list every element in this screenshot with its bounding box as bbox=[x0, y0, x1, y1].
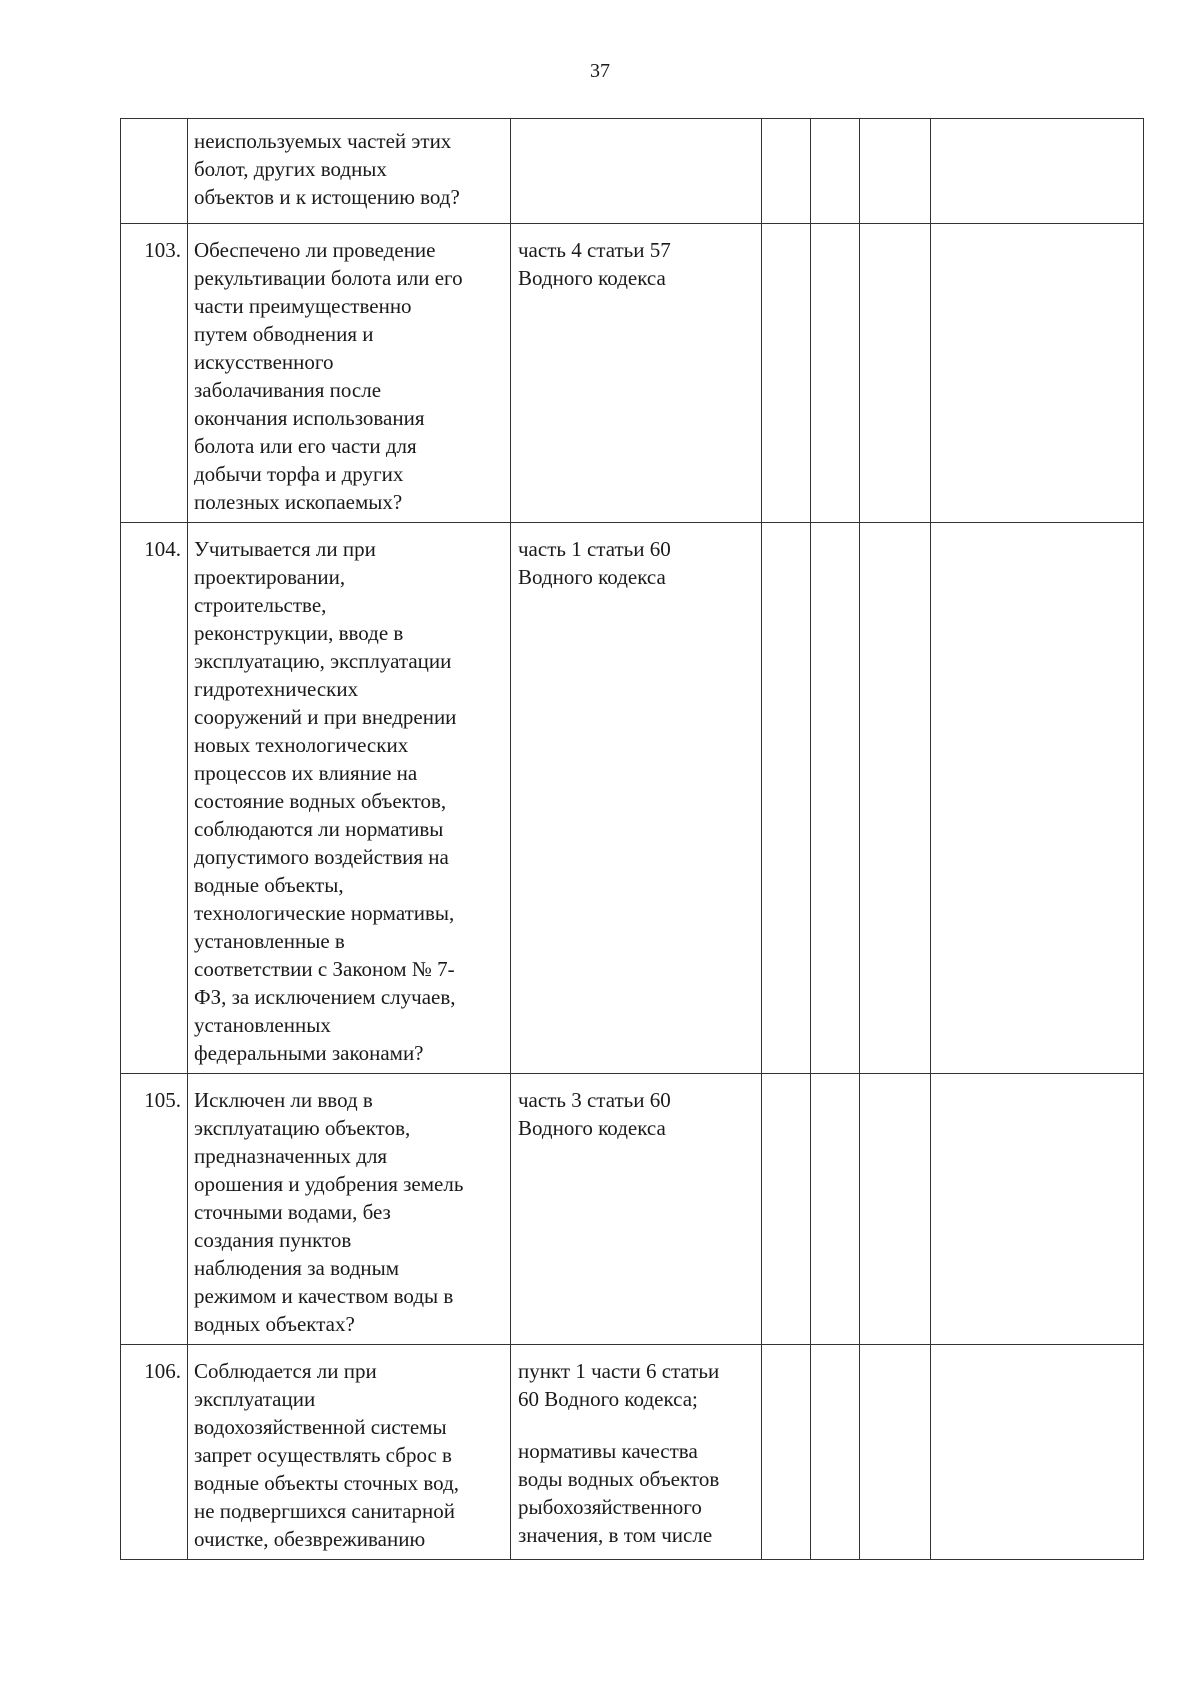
table-row bbox=[121, 1345, 1144, 1560]
table-row bbox=[121, 523, 1144, 1074]
question-cell bbox=[188, 1074, 511, 1345]
question-cell bbox=[188, 224, 511, 523]
question-cell bbox=[188, 1345, 511, 1560]
checklist-table bbox=[120, 118, 1144, 1560]
legal-reference-cell bbox=[511, 1345, 762, 1560]
row-number-cell bbox=[121, 1074, 188, 1345]
question-text: неиспользуемых частей этих болот, других водных объектов и к истощению вод? bbox=[194, 129, 460, 209]
answer-cell-yes bbox=[762, 523, 811, 1074]
legal-reference: часть 1 статьи 60 Водного кодекса bbox=[518, 537, 671, 589]
question-text: Соблюдается ли при эксплуатации водохозяйственной системы запрет осуществлять сброс в водные объекты сточных вод, не подвергшихся санитарной очистке, обезвреживанию bbox=[194, 1359, 460, 1551]
legal-reference: пункт 1 части 6 статьи 60 Водного кодекса; bbox=[518, 1359, 720, 1411]
row-number-cell bbox=[121, 523, 188, 1074]
note-cell bbox=[931, 523, 1144, 1074]
table-row bbox=[121, 119, 1144, 224]
legal-reference: часть 4 статьи 57 Водного кодекса bbox=[518, 238, 671, 290]
answer-cell-no bbox=[811, 119, 860, 224]
answer-cell-na bbox=[860, 523, 931, 1074]
legal-reference-cell bbox=[511, 1074, 762, 1345]
note-cell bbox=[931, 1345, 1144, 1560]
answer-cell-na bbox=[860, 1074, 931, 1345]
row-number: 104. bbox=[144, 537, 181, 561]
note-cell bbox=[931, 224, 1144, 523]
answer-cell-no bbox=[811, 523, 860, 1074]
answer-cell-no bbox=[811, 1345, 860, 1560]
answer-cell-yes bbox=[762, 119, 811, 224]
answer-cell-no bbox=[811, 224, 860, 523]
answer-cell-na bbox=[860, 119, 931, 224]
row-number: 103. bbox=[144, 238, 181, 262]
table-row bbox=[121, 224, 1144, 523]
answer-cell-no bbox=[811, 1074, 860, 1345]
table-row bbox=[121, 1074, 1144, 1345]
question-cell bbox=[188, 523, 511, 1074]
answer-cell-yes bbox=[762, 224, 811, 523]
row-number bbox=[121, 119, 187, 131]
legal-reference-cell bbox=[511, 523, 762, 1074]
page-number: 37 bbox=[590, 60, 610, 82]
answer-cell-yes bbox=[762, 1074, 811, 1345]
row-number: 106. bbox=[144, 1359, 181, 1383]
answer-cell-na bbox=[860, 1345, 931, 1560]
legal-reference-cell bbox=[511, 119, 762, 224]
answer-cell-na bbox=[860, 224, 931, 523]
row-number-cell bbox=[121, 1345, 188, 1560]
answer-cell-yes bbox=[762, 1345, 811, 1560]
row-number-cell bbox=[121, 119, 188, 224]
question-text: Учитывается ли при проектировании, строительстве, реконструкции, вводе в эксплуатацию, эксплуатации гидротехнических сооружений и при внедрении новых технологических процессов их влияние на состояние водных объектов, соблюдаются ли нормативы допустимого воздействия на водные объекты, технологические нормативы, установленные в соответствии с Законом № 7- ФЗ, за исключением случаев, установленных федеральными законами? bbox=[194, 537, 457, 1065]
note-cell bbox=[931, 1074, 1144, 1345]
question-cell bbox=[188, 119, 511, 224]
legal-reference-secondary: нормативы качества воды водных объектов рыбохозяйственного значения, в том числе bbox=[518, 1439, 720, 1547]
legal-reference-cell bbox=[511, 224, 762, 523]
legal-reference: часть 3 статьи 60 Водного кодекса bbox=[518, 1088, 671, 1140]
legal-reference bbox=[511, 119, 761, 131]
note-cell bbox=[931, 119, 1144, 224]
row-number: 105. bbox=[144, 1088, 181, 1112]
row-number-cell bbox=[121, 224, 188, 523]
question-text: Обеспечено ли проведение рекультивации болота или его части преимущественно путем обводнения и искусственного заболачивания после окончания использования болота или его части для добычи торфа и других полезных ископаемых? bbox=[194, 238, 463, 514]
question-text: Исключен ли ввод в эксплуатацию объектов, предназначенных для орошения и удобрения земель сточными водами, без создания пунктов наблюдения за водным режимом и качеством воды в водных объектах? bbox=[194, 1088, 464, 1336]
